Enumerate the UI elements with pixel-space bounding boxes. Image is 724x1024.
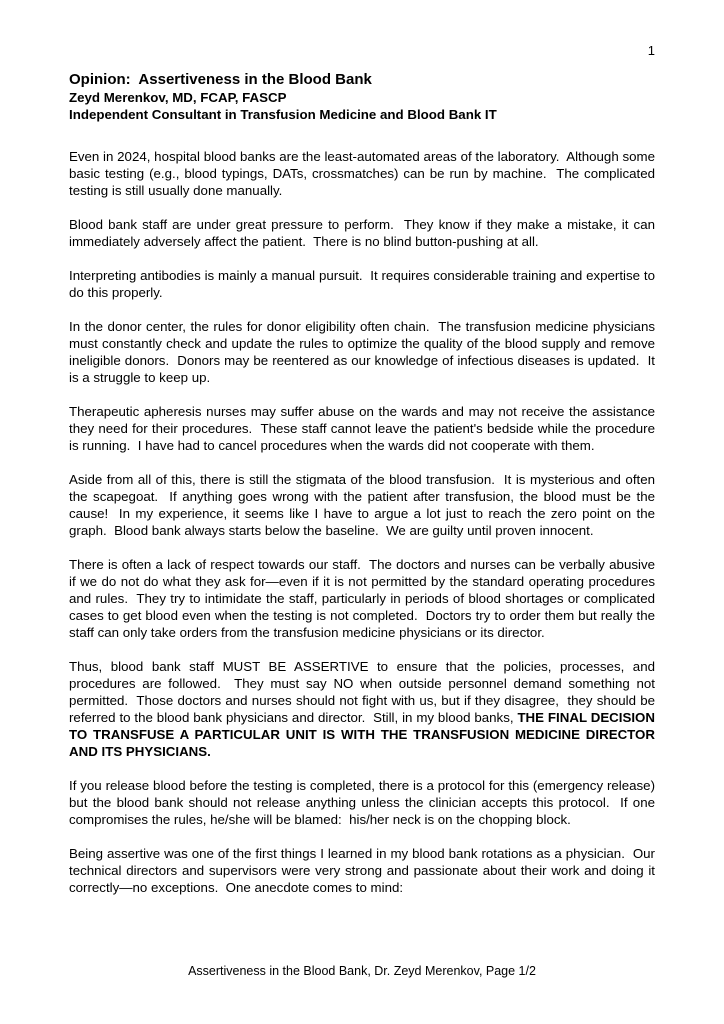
author-role: Independent Consultant in Transfusion Medicine and Blood Bank IT xyxy=(69,107,497,122)
paragraph-text: If you release blood before the testing is completed, there is a protocol for this (emergency release) but the blood bank should not release anything unless the clinician accepts this protocol. If one compromises the rules, he/she will be blamed: his/her neck is on the chopping block. xyxy=(69,778,659,827)
paragraph-text: Aside from all of this, there is still the stigmata of the blood transfusion. It is mysterious and often the scapegoat. If anything goes wrong with the patient after transfusion, the blood must be the cause! In my experience, it seems like I have to argue a lot just to reach the zero point on the graph. Blood bank always starts below the baseline. We are guilty until proven innocent. xyxy=(69,472,659,538)
paragraph-text: Thus, blood bank staff MUST BE ASSERTIVE to ensure that the policies, processes, and procedures are followed. They must say NO when outside personnel demand something not permitted. Those doctors and nurses should not fight with us, but if they disagree, they should be referred to the blood bank physicians and director. Still, in my blood banks, xyxy=(69,659,659,725)
paragraph-text: Blood bank staff are under great pressure to perform. They know if they make a mistake, it can immediately adversely affect the patient. There is no blind button-pushing at all. xyxy=(69,217,659,249)
paragraph xyxy=(69,318,659,386)
paragraph xyxy=(69,777,659,828)
paragraph-text: In the donor center, the rules for donor eligibility often chain. The transfusion medicine physicians must constantly check and update the rules to optimize the quality of the blood supply and remove ineligible donors. Donors may be reentered as our knowledge of infectious diseases is updated. It is a struggle to keep up. xyxy=(69,319,659,385)
paragraph xyxy=(69,471,659,539)
bold-emphasis-text: THE FINAL DECISION TO TRANSFUSE A PARTICULAR UNIT IS WITH THE TRANSFUSION MEDICINE DIRECTOR AND ITS PHYSICIANS. xyxy=(69,710,659,759)
paragraph xyxy=(69,845,659,896)
paragraph xyxy=(69,556,659,641)
paragraph-text: Interpreting antibodies is mainly a manual pursuit. It requires considerable training and expertise to do this properly. xyxy=(69,268,659,300)
paragraph xyxy=(69,148,659,199)
paragraph-text: Being assertive was one of the first things I learned in my blood bank rotations as a physician. Our technical directors and supervisors were very strong and passionate about their work and doing it correctly—no exceptions. One anecdote comes to mind: xyxy=(69,846,659,895)
page-footer: Assertiveness in the Blood Bank, Dr. Zeyd Merenkov, Page 1/2 xyxy=(188,964,536,978)
paragraph-text: Therapeutic apheresis nurses may suffer abuse on the wards and may not receive the assistance they need for their procedures. These staff cannot leave the patient's bedside while the procedure is running. I have had to cancel procedures when the wards did not cooperate with them. xyxy=(69,404,659,453)
paragraph xyxy=(69,658,659,760)
paragraph xyxy=(69,216,659,250)
paragraph-text: Even in 2024, hospital blood banks are the least-automated areas of the laboratory. Although some basic testing (e.g., blood typings, DATs, crossmatches) can be run by machine. The complicated testing is still usually done manually. xyxy=(69,149,659,198)
page-number: 1 xyxy=(647,43,655,58)
paragraph-text: There is often a lack of respect towards our staff. The doctors and nurses can be verbally abusive if we do not do what they ask for—even if it is not permitted by the standard operating procedures and rules. They try to intimidate the staff, particularly in periods of blood shortages or complicated cases to get blood even when the testing is not completed. Doctors try to order them but really the staff can only take orders from the transfusion medicine physicians or its director. xyxy=(69,557,659,640)
document-title: Opinion: Assertiveness in the Blood Bank xyxy=(69,71,372,88)
paragraph xyxy=(69,403,659,454)
author-name: Zeyd Merenkov, MD, FCAP, FASCP xyxy=(69,90,287,105)
paragraph xyxy=(69,267,659,301)
